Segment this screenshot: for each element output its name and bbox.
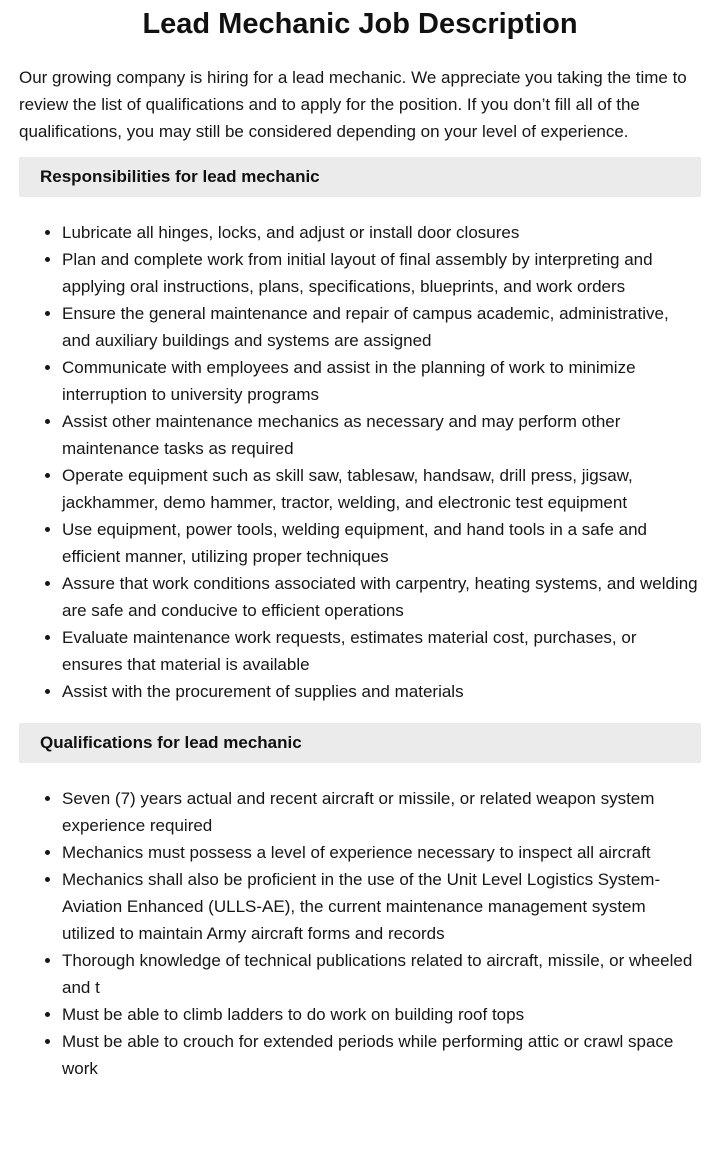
list-item: Thorough knowledge of technical publications related to aircraft, missile, or wheeled and t	[61, 947, 701, 1001]
list-item: Mechanics must possess a level of experience necessary to inspect all aircraft	[61, 839, 701, 866]
section	[19, 723, 701, 1082]
list-item: Lubricate all hinges, locks, and adjust or install door closures	[61, 219, 701, 246]
list-item: Must be able to climb ladders to do work on building roof tops	[61, 1001, 701, 1028]
list-item: Plan and complete work from initial layout of final assembly by interpreting and applying oral instructions, plans, specifications, blueprints, and work orders	[61, 246, 701, 300]
page-title: Lead Mechanic Job Description	[142, 8, 578, 40]
list-item: Evaluate maintenance work requests, estimates material cost, purchases, or ensures that material is available	[61, 624, 701, 678]
section-heading: Qualifications for lead mechanic	[40, 733, 302, 753]
list-item: Communicate with employees and assist in the planning of work to minimize interruption to university programs	[61, 354, 701, 408]
section-header-bar	[19, 157, 701, 197]
section-heading: Responsibilities for lead mechanic	[40, 167, 320, 187]
list-item: Assure that work conditions associated with carpentry, heating systems, and welding are safe and conducive to efficient operations	[61, 570, 701, 624]
bullet-list	[19, 785, 701, 1082]
list-item: Assist other maintenance mechanics as necessary and may perform other maintenance tasks as required	[61, 408, 701, 462]
bullet-list	[19, 219, 701, 705]
list-item: Mechanics shall also be proficient in the use of the Unit Level Logistics System-Aviation Enhanced (ULLS-AE), the current maintenance management system utilized to maintain Army aircraft forms and records	[61, 866, 701, 947]
section-header-bar	[19, 723, 701, 763]
list-item: Use equipment, power tools, welding equipment, and hand tools in a safe and efficient manner, utilizing proper techniques	[61, 516, 701, 570]
list-item: Operate equipment such as skill saw, tablesaw, handsaw, drill press, jigsaw, jackhammer, demo hammer, tractor, welding, and electronic test equipment	[61, 462, 701, 516]
list-item: Must be able to crouch for extended periods while performing attic or crawl space work	[61, 1028, 701, 1082]
section	[19, 157, 701, 705]
list-item: Seven (7) years actual and recent aircraft or missile, or related weapon system experience required	[61, 785, 701, 839]
sections-container	[19, 157, 701, 1082]
list-item: Ensure the general maintenance and repair of campus academic, administrative, and auxiliary buildings and systems are assigned	[61, 300, 701, 354]
list-item: Assist with the procurement of supplies and materials	[61, 678, 701, 705]
intro-paragraph: Our growing company is hiring for a lead mechanic. We appreciate you taking the time to review the list of qualifications and to apply for the position. If you don’t fill all of the qualifications, you may still be considered depending on your level of experience.	[19, 68, 687, 142]
